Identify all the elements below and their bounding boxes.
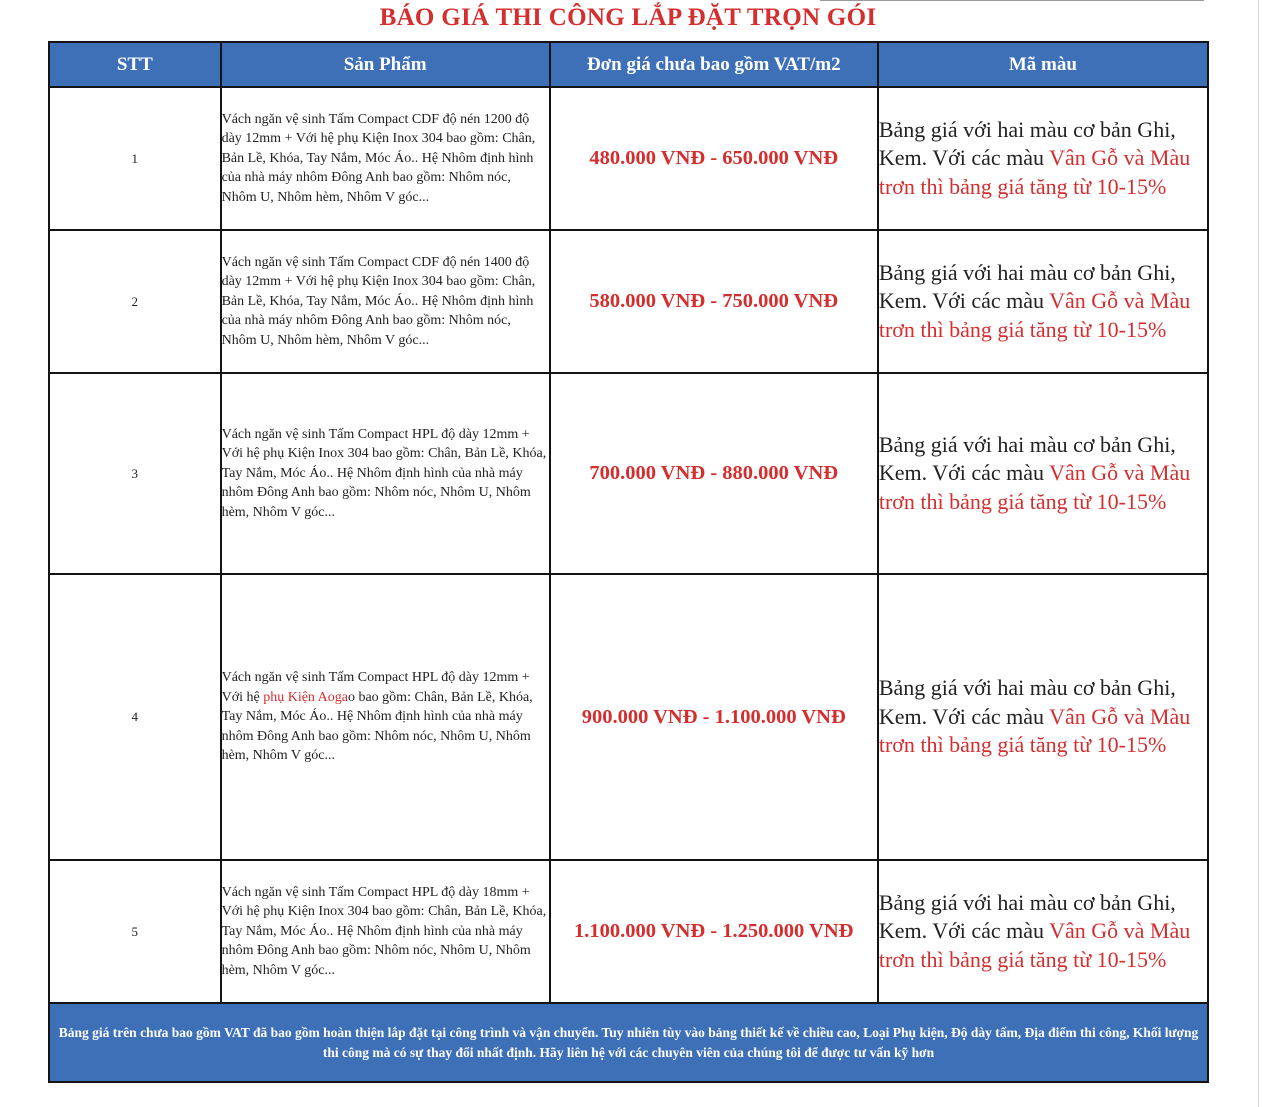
table-row	[49, 574, 1208, 860]
product-text: Vách ngăn vệ sinh Tấm Compact HPL độ dày 12mm + Với hệ	[221, 670, 530, 705]
page-edge	[1258, 0, 1259, 1107]
header-stt: STT	[49, 42, 221, 87]
row-stt: 4	[49, 574, 221, 860]
row-color-note	[878, 574, 1208, 860]
footer-row	[49, 1003, 1208, 1082]
row-color-note	[878, 373, 1208, 574]
product-text: o bao gồm: Chân, Bản Lề, Khóa, Tay Nắm, Móc Áo.. Hệ Nhôm định hình của nhà máy nhôm Đông Anh bao gồm: Nhôm nóc, Nhôm U, Nhôm hèm, Nhôm V góc...	[221, 689, 533, 764]
row-price: 900.000 VNĐ - 1.100.000 VNĐ	[550, 574, 878, 860]
row-color-note	[878, 230, 1208, 373]
table-header-row	[49, 42, 1208, 87]
table-row	[49, 373, 1208, 574]
row-product: Vách ngăn vệ sinh Tấm Compact HPL độ dày 18mm + Với hệ phụ Kiện Inox 304 bao gồm: Chân, Bản Lề, Khóa, Tay Nắm, Móc Áo.. Hệ Nhôm định hình của nhà máy nhôm Đông Anh bao gồm: Nhôm nóc, Nhôm U, Nhôm hèm, Nhôm V góc...	[221, 860, 550, 1003]
row-price: 1.100.000 VNĐ - 1.250.000 VNĐ	[550, 860, 878, 1003]
row-product: Vách ngăn vệ sinh Tấm Compact HPL độ dày 12mm + Với hệ phụ Kiện Inox 304 bao gồm: Chân, Bản Lề, Khóa, Tay Nắm, Móc Áo.. Hệ Nhôm định hình của nhà máy nhôm Đông Anh bao gồm: Nhôm nóc, Nhôm U, Nhôm hèm, Nhôm V góc...	[221, 373, 550, 574]
row-product	[221, 574, 550, 860]
table-row	[49, 230, 1208, 373]
row-product: Vách ngăn vệ sinh Tấm Compact CDF độ nén 1200 độ dày 12mm + Với hệ phụ Kiện Inox 304 bao gồm: Chân, Bản Lề, Khóa, Tay Nắm, Móc Áo.. Hệ Nhôm định hình của nhà máy nhôm Đông Anh bao gồm: Nhôm nóc, Nhôm U, Nhôm hèm, Nhôm V góc...	[221, 87, 550, 230]
color-note-highlight: Vân Gỗ và Màu trơn thì bảng giá tăng từ 10-15%	[878, 918, 1191, 972]
row-stt: 5	[49, 860, 221, 1003]
row-stt: 1	[49, 87, 221, 230]
product-highlight: phụ Kiện Aoga	[263, 689, 348, 705]
row-stt: 2	[49, 230, 221, 373]
color-note-text: Bảng giá với hai màu cơ bản Ghi, Kem. Với các màu	[878, 259, 1176, 314]
page-title: BÁO GIÁ THI CÔNG LẮP ĐẶT TRỌN GÓI	[379, 4, 877, 31]
header-price: Đơn giá chưa bao gồm VAT/m2	[550, 42, 878, 87]
table-row	[49, 87, 1208, 230]
color-note-highlight: Vân Gỗ và Màu trơn thì bảng giá tăng từ 10-15%	[878, 145, 1191, 199]
header-color: Mã màu	[878, 42, 1208, 87]
footer-note: Bảng giá trên chưa bao gồm VAT đã bao gồm hoàn thiện lắp đặt tại công trình và vận chuyển. Tuy nhiên tùy vào bảng thiết kế về chiều cao, Loại Phụ kiện, Độ dày tấm, Địa điểm thi công, Khối lượng thi công mà có sự thay đổi nhất định. Hãy liên hệ với các chuyên viên của chúng tôi để được tư vấn kỹ hơn	[49, 1003, 1208, 1082]
row-price: 700.000 VNĐ - 880.000 VNĐ	[550, 373, 878, 574]
row-price: 580.000 VNĐ - 750.000 VNĐ	[550, 230, 878, 373]
color-note-highlight: Vân Gỗ và Màu trơn thì bảng giá tăng từ 10-15%	[878, 703, 1191, 758]
color-note-text: Bảng giá với hai màu cơ bản Ghi, Kem. Với các màu	[878, 889, 1176, 944]
row-color-note	[878, 87, 1208, 230]
row-price: 480.000 VNĐ - 650.000 VNĐ	[550, 87, 878, 230]
price-table	[48, 41, 1209, 1083]
table-row	[49, 860, 1208, 1003]
row-color-note	[878, 860, 1208, 1003]
color-note-text: Bảng giá với hai màu cơ bản Ghi, Kem. Với các màu	[878, 116, 1176, 171]
color-note-highlight: Vân Gỗ và Màu trơn thì bảng giá tăng từ 10-15%	[878, 460, 1191, 514]
row-stt: 3	[49, 373, 221, 574]
color-note-text: Bảng giá với hai màu cơ bản Ghi, Kem. Với các màu	[878, 675, 1176, 729]
top-divider	[820, 0, 1204, 1]
color-note-highlight: Vân Gỗ và Màu trơn thì bảng giá tăng từ 10-15%	[878, 288, 1191, 342]
header-product: Sản Phẩm	[221, 42, 550, 87]
color-note-text: Bảng giá với hai màu cơ bản Ghi, Kem. Với các màu	[878, 431, 1176, 486]
row-product: Vách ngăn vệ sinh Tấm Compact CDF độ nén 1400 độ dày 12mm + Với hệ phụ Kiện Inox 304 bao gồm: Chân, Bản Lề, Khóa, Tay Nắm, Móc Áo.. Hệ Nhôm định hình của nhà máy nhôm Đông Anh bao gồm: Nhôm nóc, Nhôm U, Nhôm hèm, Nhôm V góc...	[221, 230, 550, 373]
